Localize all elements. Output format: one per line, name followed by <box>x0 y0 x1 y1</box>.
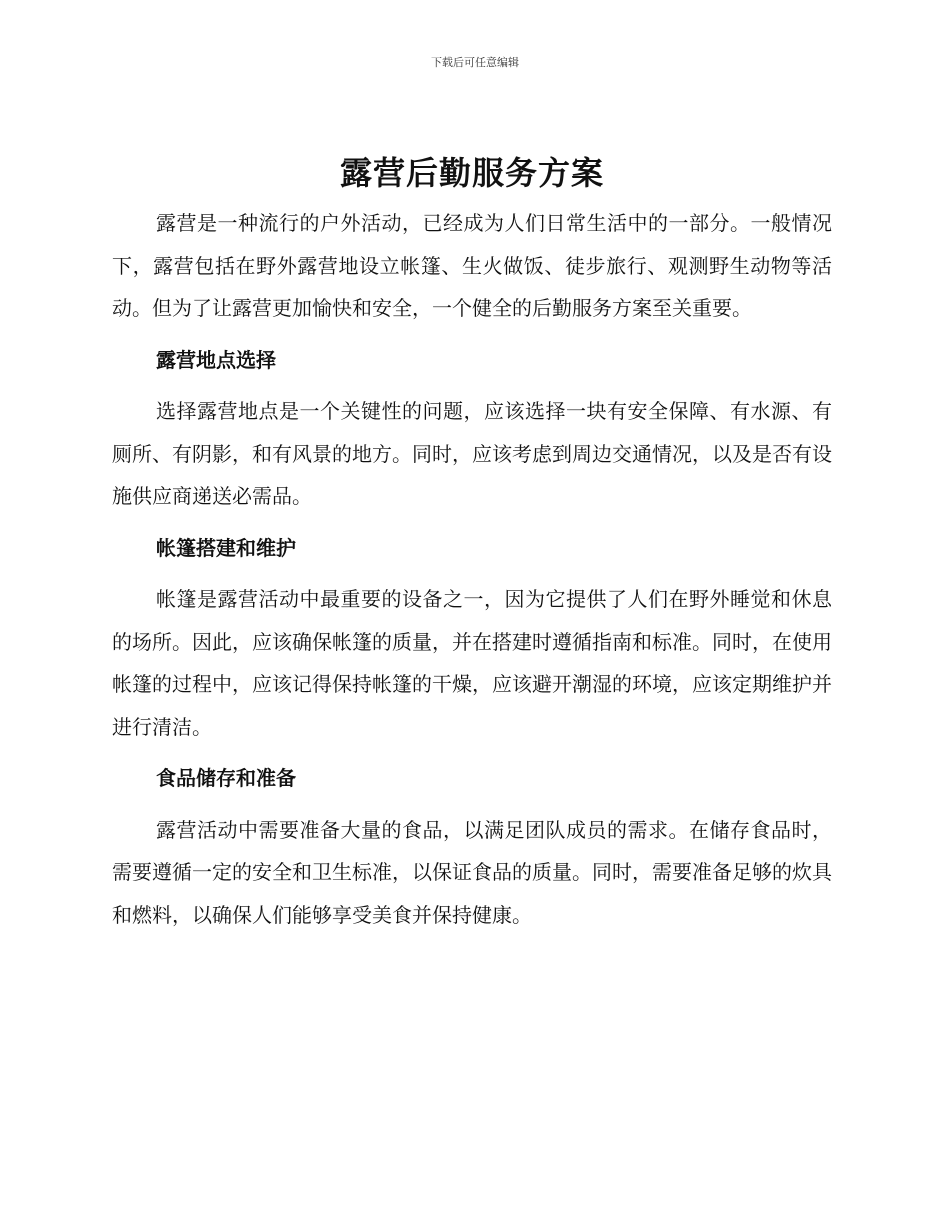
page-header: 下载后可任意编辑 <box>431 56 519 69</box>
section-body-tent-setup: 帐篷是露营活动中最重要的设备之一，因为它提供了人们在野外睡觉和休息的场所。因此，应该确保帐篷的质量，并在搭建时遵循指南和标准。同时，在使用帐篷的过程中，应该记得保持帐篷的干燥，应该避开潮湿的环境，应该定期维护并进行清洁。 <box>112 587 832 739</box>
section-body-food-storage: 露营活动中需要准备大量的食品，以满足团队成员的需求。在储存食品时，需要遵循一定的安全和卫生标准，以保证食品的质量。同时，需要准备足够的炊具和燃料，以确保人们能够享受美食并保持健康。 <box>112 817 832 927</box>
section-heading-tent-setup: 帐篷搭建和维护 <box>156 535 296 560</box>
section-body-site-selection: 选择露营地点是一个关键性的问题，应该选择一块有安全保障、有水源、有厕所、有阴影，和有风景的地方。同时，应该考虑到周边交通情况，以及是否有设施供应商递送必需品。 <box>112 399 832 508</box>
intro-paragraph: 露营是一种流行的户外活动，已经成为人们日常生活中的一部分。一般情况下，露营包括在野外露营地设立帐篷、生火做饭、徒步旅行、观测野生动物等活动。但为了让露营更加愉快和安全，一个健全的后勤服务方案至关重要。 <box>112 211 832 320</box>
document-body <box>112 148 832 945</box>
section-heading-site-selection: 露营地点选择 <box>156 347 276 372</box>
section-heading-food-storage: 食品储存和准备 <box>156 766 296 790</box>
document-title: 露营后勤服务方案 <box>339 154 604 192</box>
